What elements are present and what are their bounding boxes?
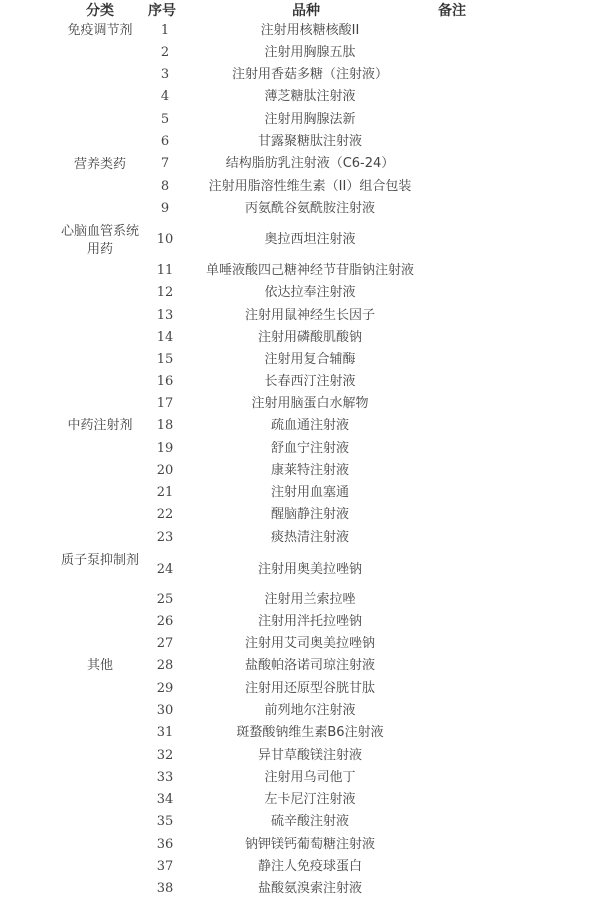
table-row — [0, 198, 604, 220]
drug-name: 前列地尔注射液 — [264, 703, 356, 718]
drug-name: 盐酸帕洛诺司琼注射液 — [244, 658, 375, 673]
row-number: 35 — [156, 814, 174, 829]
table-row — [0, 20, 604, 42]
table-row — [0, 460, 604, 482]
drug-name: 康莱特注射液 — [270, 463, 349, 478]
row-number: 33 — [156, 770, 174, 785]
table-row — [0, 700, 604, 722]
category-ppi: 质子泵抑制剂 — [60, 553, 139, 568]
drug-name: 静注人免疫球蛋白 — [257, 859, 362, 874]
header-note: 备注 — [438, 3, 466, 19]
drug-name: 斑蝥酸钠维生素B6注射液 — [236, 725, 384, 740]
table-row — [0, 527, 604, 549]
table-row — [0, 611, 604, 633]
drug-name: 注射用胸腺法新 — [264, 112, 356, 127]
row-number: 25 — [156, 592, 174, 607]
drug-name: 注射用脑蛋白水解物 — [251, 396, 369, 411]
table-row — [0, 176, 604, 198]
row-number: 16 — [156, 374, 174, 389]
table-row — [0, 393, 604, 415]
table-row — [0, 559, 604, 581]
category-tcm: 中药注射剂 — [67, 418, 133, 433]
row-number: 23 — [156, 530, 174, 545]
row-number: 20 — [156, 463, 174, 478]
row-number: 28 — [156, 658, 174, 673]
drug-name: 奥拉西坦注射液 — [264, 232, 356, 247]
drug-name: 注射用香菇多糖（注射液） — [231, 67, 388, 82]
row-number: 21 — [156, 485, 174, 500]
drug-name: 注射用脂溶性维生素（II）组合包装 — [208, 179, 412, 194]
row-number: 19 — [156, 441, 174, 456]
drug-name: 长春西汀注射液 — [264, 374, 356, 389]
row-number: 1 — [160, 23, 170, 38]
drug-name: 硫辛酸注射液 — [270, 814, 349, 829]
drug-name: 注射用血塞通 — [270, 485, 349, 500]
row-number: 29 — [156, 681, 174, 696]
drug-name: 注射用艾司奥美拉唑钠 — [244, 636, 375, 651]
drug-name: 单唾液酸四己糖神经节苷脂钠注射液 — [205, 263, 414, 278]
row-number: 22 — [156, 507, 174, 522]
category-cardio: 心脑血管系统用药 — [60, 224, 139, 257]
row-number: 24 — [156, 562, 174, 577]
table-row — [0, 655, 604, 677]
row-number: 37 — [156, 859, 174, 874]
table-row — [0, 305, 604, 327]
row-number: 5 — [160, 112, 170, 127]
drug-name: 注射用磷酸肌酸钠 — [257, 330, 362, 345]
drug-name: 痰热清注射液 — [270, 530, 349, 545]
header-category: 分类 — [86, 3, 114, 19]
table-row — [0, 504, 604, 526]
row-number: 36 — [156, 837, 174, 852]
row-number: 26 — [156, 614, 174, 629]
row-number: 30 — [156, 703, 174, 718]
drug-name: 钠钾镁钙葡萄糖注射液 — [244, 837, 375, 852]
row-number: 13 — [156, 308, 174, 323]
drug-name: 甘露聚糖肽注射液 — [257, 134, 362, 149]
row-number: 18 — [156, 418, 174, 433]
table-row — [0, 260, 604, 282]
table-row — [0, 131, 604, 153]
row-number: 9 — [160, 201, 170, 216]
drug-name: 醒脑静注射液 — [270, 507, 349, 522]
row-number: 10 — [156, 232, 174, 247]
drug-name: 注射用泮托拉唑钠 — [257, 614, 362, 629]
row-number: 6 — [160, 134, 170, 149]
drug-name: 注射用复合辅酶 — [264, 352, 356, 367]
drug-name: 注射用鼠神经生长因子 — [244, 308, 375, 323]
row-number: 32 — [156, 748, 174, 763]
table-row — [0, 229, 604, 251]
table-row — [0, 834, 604, 856]
category-immune: 免疫调节剂 — [67, 23, 133, 38]
row-number: 34 — [156, 792, 174, 807]
table-row — [0, 745, 604, 767]
drug-name: 注射用胸腺五肽 — [264, 45, 356, 60]
drug-name: 异甘草酸镁注射液 — [257, 748, 362, 763]
drug-name: 注射用奥美拉唑钠 — [257, 562, 362, 577]
drug-name: 左卡尼汀注射液 — [264, 792, 356, 807]
drug-name: 丙氨酰谷氨酰胺注射液 — [244, 201, 375, 216]
drug-name: 盐酸氨溴索注射液 — [257, 881, 362, 896]
table-row — [0, 589, 604, 611]
table-row — [0, 811, 604, 833]
drug-name: 注射用核糖核酸II — [260, 23, 360, 38]
drug-name: 疏血通注射液 — [270, 418, 349, 433]
table-row — [0, 415, 604, 437]
header-number: 序号 — [148, 3, 176, 19]
row-number: 15 — [156, 352, 174, 367]
table-row — [0, 856, 604, 878]
row-number: 31 — [156, 725, 174, 740]
table-row — [0, 438, 604, 460]
row-number: 4 — [160, 89, 170, 104]
table-row — [0, 349, 604, 371]
drug-name: 注射用乌司他丁 — [264, 770, 356, 785]
table-row — [0, 282, 604, 304]
row-number: 11 — [156, 263, 174, 278]
table-row — [0, 327, 604, 349]
table-row — [0, 42, 604, 64]
table-row — [0, 371, 604, 393]
category-nutrition: 营养类药 — [73, 157, 126, 172]
table-row — [0, 482, 604, 504]
row-number: 17 — [156, 396, 174, 411]
drug-name: 依达拉奉注射液 — [264, 285, 356, 300]
drug-name: 薄芝糖肽注射液 — [264, 89, 356, 104]
table-row — [0, 86, 604, 108]
drug-name: 注射用还原型谷胱甘肽 — [244, 681, 375, 696]
row-number: 8 — [160, 179, 170, 194]
row-number: 3 — [160, 67, 170, 82]
drug-name: 注射用兰索拉唑 — [264, 592, 356, 607]
table-row — [0, 153, 604, 175]
drug-name: 结构脂肪乳注射液（C6-24） — [225, 156, 395, 171]
table-row — [0, 789, 604, 811]
header-name: 品种 — [292, 3, 320, 19]
category-other: 其他 — [86, 658, 113, 673]
row-number: 2 — [160, 45, 170, 60]
row-number: 38 — [156, 881, 174, 896]
row-number: 27 — [156, 636, 174, 651]
row-number: 14 — [156, 330, 174, 345]
table-row — [0, 633, 604, 655]
table-row — [0, 678, 604, 700]
table-row — [0, 878, 604, 900]
row-number: 7 — [160, 156, 170, 171]
drug-name: 舒血宁注射液 — [270, 441, 349, 456]
row-number: 12 — [156, 285, 174, 300]
table-row — [0, 767, 604, 789]
table-row — [0, 109, 604, 131]
table-row — [0, 64, 604, 86]
table-row — [0, 722, 604, 744]
